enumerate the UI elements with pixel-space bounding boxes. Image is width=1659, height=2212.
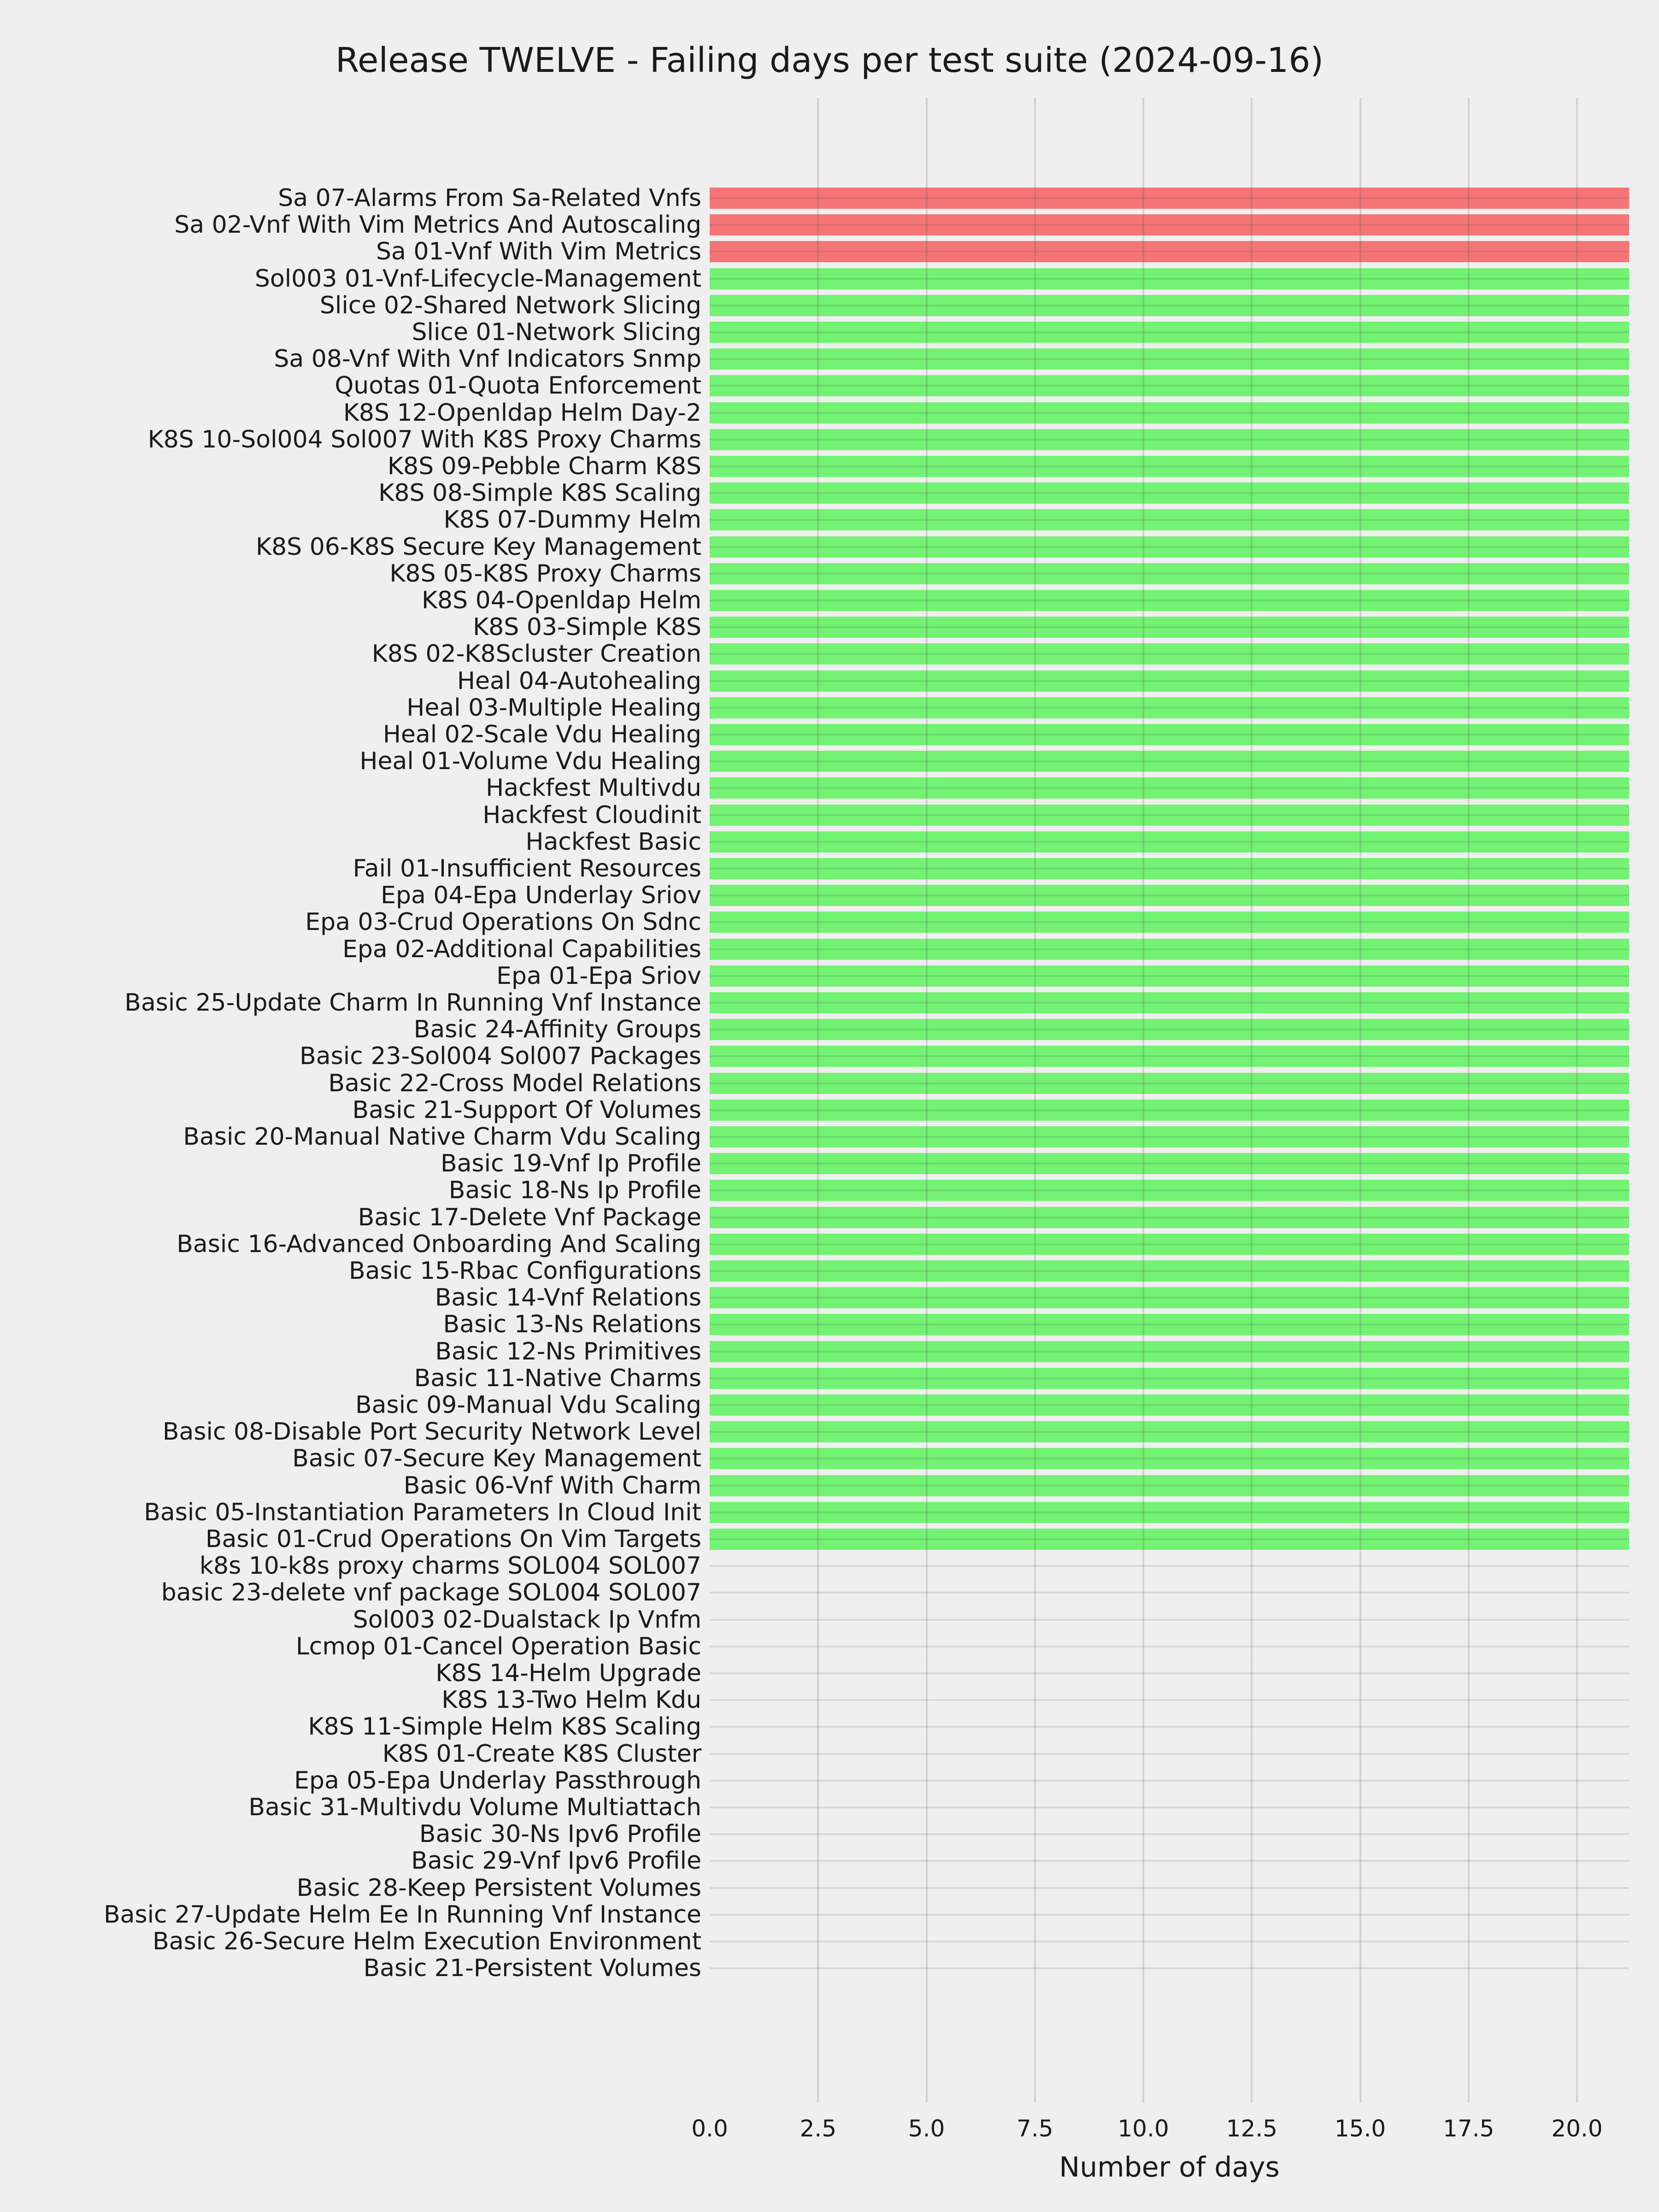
h-gridline: [710, 1806, 1629, 1808]
h-gridline: [710, 841, 1629, 843]
y-tick-label: Basic 06-Vnf With Charm: [403, 1471, 701, 1500]
y-tick-label: Basic 05-Instantiation Parameters In Cloud Init: [144, 1498, 701, 1526]
h-gridline: [710, 412, 1629, 414]
y-tick-label: Epa 05-Epa Underlay Passthrough: [294, 1766, 701, 1794]
y-tick-label: Sa 01-Vnf With Vim Metrics: [376, 238, 701, 266]
y-tick-label: K8S 03-Simple K8S: [473, 613, 701, 641]
y-axis-labels: [0, 98, 701, 2103]
y-tick-label: K8S 05-K8S Proxy Charms: [389, 559, 701, 588]
h-gridline: [710, 653, 1629, 655]
v-gridline: [1251, 98, 1253, 2103]
h-gridline: [710, 1324, 1629, 1325]
y-tick-label: K8S 01-Create K8S Cluster: [382, 1740, 701, 1768]
y-tick-label: Basic 29-Vnf Ipv6 Profile: [411, 1847, 701, 1875]
h-gridline: [710, 1136, 1629, 1138]
h-gridline: [710, 358, 1629, 360]
h-gridline: [710, 948, 1629, 950]
h-gridline: [710, 1404, 1629, 1406]
y-tick-label: Epa 03-Crud Operations On Sdnc: [305, 908, 701, 936]
v-gridline: [1359, 98, 1361, 2103]
x-tick-label: 15.0: [1334, 2115, 1386, 2142]
y-tick-label: k8s 10-k8s proxy charms SOL004 SOL007: [199, 1552, 701, 1580]
y-tick-label: Basic 20-Manual Native Charm Vdu Scaling: [183, 1123, 701, 1151]
y-tick-label: Heal 04-Autohealing: [457, 667, 701, 695]
h-gridline: [710, 1726, 1629, 1728]
y-tick-label: Sol003 01-Vnf-Lifecycle-Management: [254, 265, 701, 293]
h-gridline: [710, 734, 1629, 735]
h-gridline: [710, 1941, 1629, 1942]
y-tick-label: Sa 08-Vnf With Vnf Indicators Snmp: [274, 345, 701, 373]
h-gridline: [710, 1780, 1629, 1782]
x-tick-label: 20.0: [1551, 2115, 1603, 2142]
y-tick-label: Heal 03-Multiple Healing: [406, 694, 701, 722]
y-tick-label: Basic 16-Advanced Onboarding And Scaling: [176, 1230, 701, 1258]
h-gridline: [710, 1699, 1629, 1701]
h-gridline: [710, 1002, 1629, 1004]
h-gridline: [710, 331, 1629, 333]
h-gridline: [710, 573, 1629, 575]
h-gridline: [710, 1351, 1629, 1353]
h-gridline: [710, 1914, 1629, 1916]
x-tick-label: 12.5: [1226, 2115, 1277, 2142]
h-gridline: [710, 680, 1629, 682]
y-tick-label: Basic 27-Update Helm Ee In Running Vnf Instance: [103, 1900, 701, 1929]
h-gridline: [710, 1243, 1629, 1245]
h-gridline: [710, 1377, 1629, 1379]
h-gridline: [710, 1109, 1629, 1111]
h-gridline: [710, 1297, 1629, 1299]
y-tick-label: Basic 13-Ns Relations: [443, 1311, 701, 1339]
x-axis-label: Number of days: [1059, 2151, 1280, 2183]
y-tick-label: basic 23-delete vnf package SOL004 SOL007: [161, 1579, 701, 1607]
h-gridline: [710, 224, 1629, 226]
y-tick-label: Basic 31-Multivdu Volume Multiattach: [248, 1794, 701, 1821]
h-gridline: [710, 1619, 1629, 1621]
y-tick-label: Hackfest Cloudinit: [482, 801, 701, 829]
y-tick-label: Basic 26-Secure Helm Execution Environment: [153, 1928, 701, 1955]
x-tick-label: 5.0: [908, 2115, 945, 2142]
h-gridline: [710, 787, 1629, 789]
y-tick-label: Heal 01-Volume Vdu Healing: [359, 747, 701, 776]
y-tick-label: Basic 08-Disable Port Security Network Level: [162, 1418, 701, 1446]
y-tick-label: Basic 01-Crud Operations On Vim Targets: [205, 1525, 701, 1553]
y-tick-label: Lcmop 01-Cancel Operation Basic: [295, 1632, 701, 1660]
h-gridline: [710, 546, 1629, 548]
h-gridline: [710, 1270, 1629, 1272]
h-gridline: [710, 1967, 1629, 1969]
y-tick-label: K8S 07-Dummy Helm: [443, 506, 701, 534]
h-gridline: [710, 814, 1629, 816]
h-gridline: [710, 465, 1629, 467]
y-tick-label: Basic 28-Keep Persistent Volumes: [296, 1874, 701, 1902]
y-tick-label: Basic 15-Rbac Configurations: [349, 1257, 701, 1285]
h-gridline: [710, 894, 1629, 896]
h-gridline: [710, 1431, 1629, 1433]
plot-area: [710, 98, 1629, 2103]
h-gridline: [710, 1565, 1629, 1567]
y-tick-label: Quotas 01-Quota Enforcement: [335, 372, 701, 400]
h-gridline: [710, 1860, 1629, 1862]
y-tick-label: Hackfest Multivdu: [486, 774, 701, 802]
v-gridline: [817, 98, 819, 2103]
y-tick-label: Basic 12-Ns Primitives: [435, 1337, 701, 1365]
h-gridline: [710, 921, 1629, 923]
h-gridline: [710, 278, 1629, 280]
h-gridline: [710, 1887, 1629, 1889]
y-tick-label: K8S 13-Two Helm Kdu: [441, 1686, 701, 1714]
y-tick-label: K8S 12-Openldap Helm Day-2: [343, 399, 701, 427]
v-gridline: [1468, 98, 1470, 2103]
y-tick-label: Epa 01-Epa Sriov: [496, 962, 701, 990]
y-tick-label: Basic 23-Sol004 Sol007 Packages: [300, 1042, 701, 1071]
y-tick-label: Heal 02-Scale Vdu Healing: [382, 721, 701, 748]
h-gridline: [710, 1163, 1629, 1165]
y-tick-label: Basic 19-Vnf Ip Profile: [440, 1150, 701, 1178]
x-tick-label: 10.0: [1118, 2115, 1169, 2142]
y-tick-label: Basic 11-Native Charms: [414, 1364, 701, 1392]
h-gridline: [710, 1672, 1629, 1674]
h-gridline: [710, 1753, 1629, 1755]
v-gridline: [1142, 98, 1144, 2103]
h-gridline: [710, 975, 1629, 977]
h-gridline: [710, 1029, 1629, 1030]
h-gridline: [710, 707, 1629, 709]
y-tick-label: K8S 11-Simple Helm K8S Scaling: [308, 1713, 701, 1741]
h-gridline: [710, 600, 1629, 601]
y-tick-label: Hackfest Basic: [525, 828, 701, 856]
h-gridline: [710, 385, 1629, 387]
x-tick-label: 17.5: [1443, 2115, 1494, 2142]
y-tick-label: Fail 01-Insufficient Resources: [353, 855, 701, 882]
y-tick-label: Sol003 02-Dualstack Ip Vnfm: [353, 1606, 701, 1634]
h-gridline: [710, 1646, 1629, 1647]
y-tick-label: K8S 09-Pebble Charm K8S: [387, 453, 701, 480]
h-gridline: [710, 868, 1629, 870]
h-gridline: [710, 1485, 1629, 1487]
y-tick-label: Sa 02-Vnf With Vim Metrics And Autoscaling: [174, 211, 701, 239]
h-gridline: [710, 305, 1629, 306]
h-gridline: [710, 1592, 1629, 1594]
y-tick-label: Basic 24-Affinity Groups: [413, 1016, 701, 1044]
h-gridline: [710, 1833, 1629, 1835]
y-tick-label: Basic 21-Persistent Volumes: [363, 1954, 701, 1983]
h-gridline: [710, 1082, 1629, 1084]
y-tick-label: K8S 06-K8S Secure Key Management: [255, 533, 701, 561]
x-tick-label: 7.5: [1017, 2115, 1053, 2142]
x-tick-label: 0.0: [691, 2115, 728, 2142]
h-gridline: [710, 1458, 1629, 1459]
y-tick-label: K8S 08-Simple K8S Scaling: [378, 479, 701, 507]
x-tick-label: 2.5: [800, 2115, 837, 2142]
y-tick-label: Basic 25-Update Charm In Running Vnf Instance: [124, 989, 701, 1017]
y-tick-label: Slice 02-Shared Network Slicing: [319, 291, 701, 319]
y-tick-label: Epa 04-Epa Underlay Sriov: [381, 882, 701, 910]
h-gridline: [710, 197, 1629, 199]
h-gridline: [710, 1538, 1629, 1540]
y-tick-label: K8S 14-Helm Upgrade: [435, 1659, 701, 1687]
y-tick-label: Basic 22-Cross Model Relations: [328, 1069, 701, 1097]
y-tick-label: Basic 18-Ns Ip Profile: [448, 1177, 701, 1205]
y-tick-label: Basic 14-Vnf Relations: [435, 1284, 701, 1312]
y-tick-label: Basic 07-Secure Key Management: [292, 1445, 701, 1473]
h-gridline: [710, 1189, 1629, 1191]
h-gridline: [710, 1055, 1629, 1057]
v-gridline: [1576, 98, 1578, 2103]
x-axis-tick-labels: [691, 2115, 1629, 2147]
y-tick-label: Sa 07-Alarms From Sa-Related Vnfs: [278, 184, 701, 212]
y-tick-label: Basic 17-Delete Vnf Package: [358, 1203, 701, 1231]
v-gridline: [926, 98, 928, 2103]
y-tick-label: Basic 21-Support Of Volumes: [352, 1096, 701, 1124]
chart-title: Release TWELVE - Failing days per test suite (2024-09-16): [335, 41, 1324, 80]
y-tick-label: K8S 04-Openldap Helm: [421, 587, 701, 614]
h-gridline: [710, 251, 1629, 253]
y-tick-label: Basic 30-Ns Ipv6 Profile: [419, 1820, 701, 1848]
h-gridline: [710, 626, 1629, 628]
y-tick-label: Basic 09-Manual Vdu Scaling: [355, 1391, 701, 1419]
h-gridline: [710, 492, 1629, 494]
y-tick-label: K8S 02-K8Scluster Creation: [371, 640, 701, 668]
h-gridline: [710, 439, 1629, 441]
y-tick-label: Slice 01-Network Slicing: [412, 318, 701, 346]
h-gridline: [710, 519, 1629, 521]
h-gridline: [710, 1512, 1629, 1513]
y-tick-label: K8S 10-Sol004 Sol007 With K8S Proxy Charms: [147, 425, 701, 453]
y-tick-label: Epa 02-Additional Capabilities: [342, 935, 701, 963]
h-gridline: [710, 760, 1629, 762]
v-gridline: [1034, 98, 1036, 2103]
h-gridline: [710, 1217, 1629, 1218]
